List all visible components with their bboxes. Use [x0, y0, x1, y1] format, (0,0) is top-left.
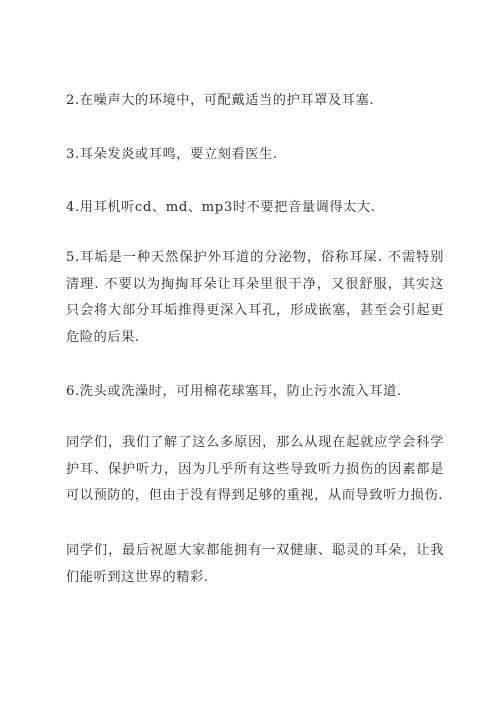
- paragraph-closing: 同学们，最后祝愿大家都能拥有一双健康、聪灵的耳朵，让我们能听到这世界的精彩.: [66, 543, 444, 585]
- paragraph-tip-5: 5.耳垢是一种天然保护外耳道的分泌物，俗称耳屎. 不需特别清理. 不要以为掏掏耳朵让耳朵里很干净，又很舒服，其实这只会将大部分耳垢推得更深入耳孔，形成嵌塞，甚至会引起更危险的后果.: [66, 250, 444, 345]
- paragraph-tip-6: 6.洗头或洗澡时，可用棉花球塞耳，防止污水流入耳道.: [66, 384, 402, 399]
- paragraph-summary: 同学们，我们了解了这么多原因，那么从现在起就应学会科学护耳、保护听力，因为几乎所有这些导致听力损伤的因素都是可以预防的，但由于没有得到足够的重视，从而导致听力损伤.: [66, 435, 444, 503]
- paragraph-tip-4: 4.用耳机听cd、md、mp3时不要把音量调得太大.: [66, 200, 376, 215]
- paragraph-tip-3: 3.耳朵发炎或耳鸣，要立刻看医生.: [66, 147, 278, 162]
- paragraph-tip-2: 2.在噪声大的环境中，可配戴适当的护耳罩及耳塞.: [66, 93, 375, 108]
